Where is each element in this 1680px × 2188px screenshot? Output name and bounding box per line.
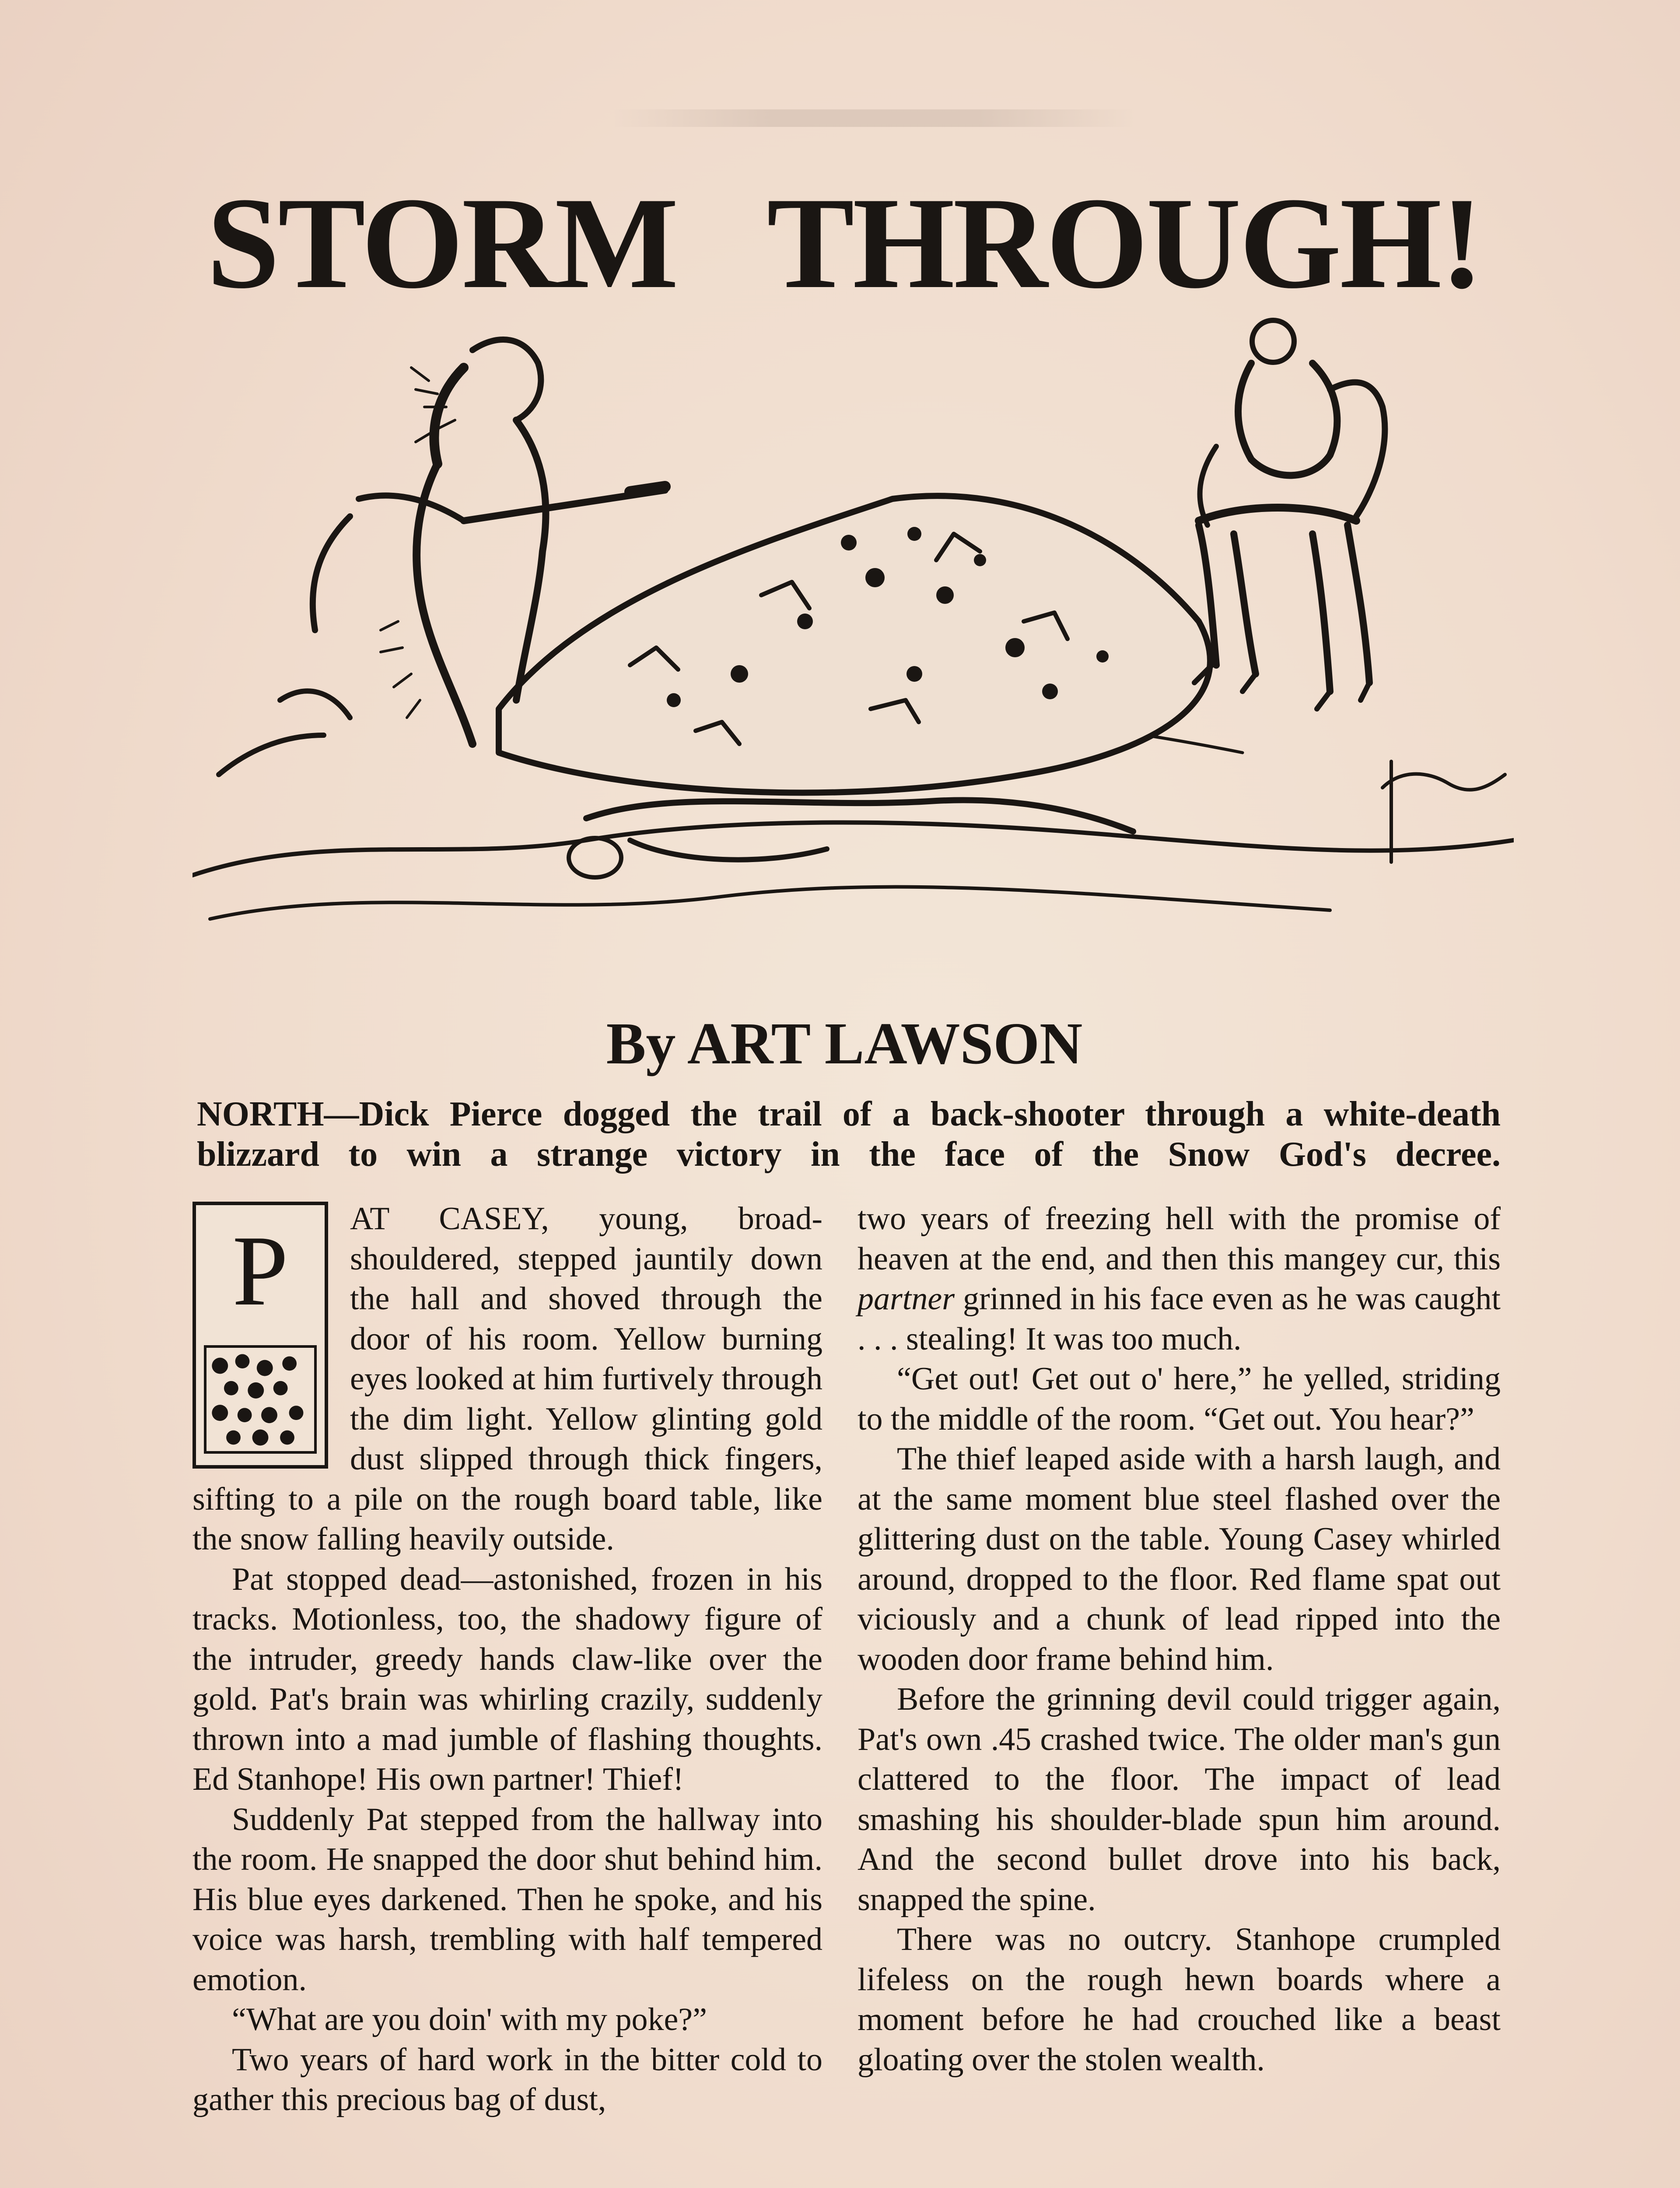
paragraph: Pat stopped dead—astonished, frozen in his tracks. Motionless, too, the shadowy figure of the intruder, greedy hands claw-like over the gold. Pat's brain was whirling crazily, suddenly thrown into a mad jumble of flashing thoughts. Ed Stanhope! His own partner! Thief! <box>192 1561 822 1797</box>
paragraph: Suddenly Pat stepped from the hallway into the room. He snapped the door shut behind him. His blue eyes darkened. Then he spoke, and his voice was harsh, trembling with half tempered emotion. <box>192 1801 822 1998</box>
drop-cap-ornament <box>204 1345 317 1454</box>
story-teaser: NORTH—Dick Pierce dogged the trail of a back-shooter through a white-death blizzard to win a strange victory in the face of the Snow God's decree. <box>197 1095 1501 1174</box>
paragraph: The thief leaped aside with a harsh laugh, and at the same moment blue steel flashed over the glittering dust on the table. Young Casey whirled around, dropped to the floor. Red flame spat out viciously and a chunk of lead ripped into the wooden door frame behind him. <box>858 1441 1501 1677</box>
story-column-left <box>192 1199 822 2120</box>
story-title: STORM THROUGH! <box>206 170 1482 316</box>
drop-cap-letter: P <box>232 1215 288 1326</box>
drop-cap-box <box>192 1202 328 1469</box>
paragraph: AT CASEY, young, broad-shouldered, stepped jauntily down the hall and shoved through the door of his room. Yellow burning eyes looked at him furtively through the dim light. Yellow glinting gold dust slipped through thick fingers, sifting to a pile on the rough board table, like the snow falling heavily outside. <box>192 1201 822 1557</box>
story-illustration <box>192 315 1514 985</box>
paragraph: two years of freezing hell with the promise of heaven at the end, and then this mangey cur, this partner grinned in his face even as he was caught . . . stealing! It was too much. <box>858 1201 1501 1357</box>
emphasis-partner: partner <box>858 1281 955 1317</box>
paragraph: There was no outcry. Stanhope crumpled lifeless on the rough hewn boards where a moment before he had crouched like a beast gloating over the stolen wealth. <box>858 1922 1501 2078</box>
paragraph: Before the grinning devil could trigger again, Pat's own .45 crashed twice. The older man's gun clattered to the floor. The impact of lead smashing his shoulder-blade spun him around. And the second bullet drove into his back, snapped the spine. <box>858 1681 1501 1918</box>
paragraph: “What are you doin' with my poke?” <box>232 2002 707 2037</box>
paragraph: “Get out! Get out o' here,” he yelled, striding to the middle of the room. “Get out. You hear?” <box>858 1361 1501 1437</box>
story-byline: By ART LAWSON <box>606 1011 1083 1076</box>
paragraph: Two years of hard work in the bitter cold to gather this precious bag of dust, <box>192 2041 822 2118</box>
story-column-right <box>858 1199 1501 2080</box>
show-through-ghost-text <box>612 109 1138 127</box>
